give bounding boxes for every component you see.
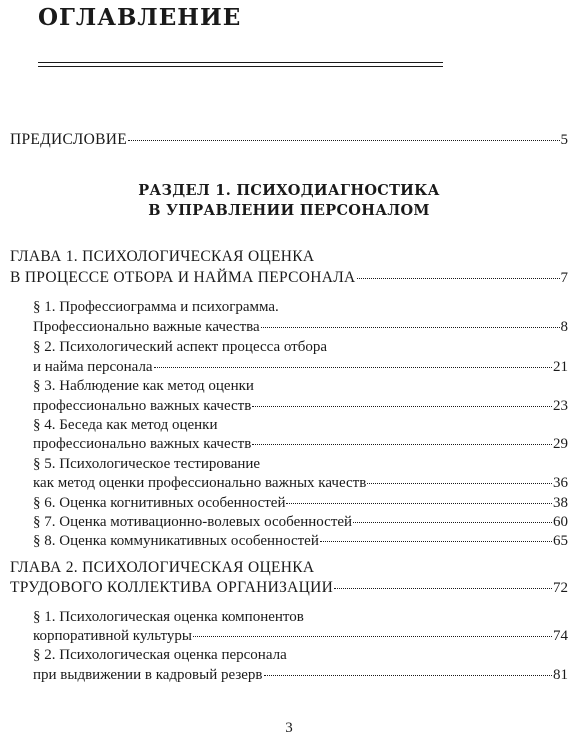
toc-entry-1-2[interactable] bbox=[33, 358, 568, 376]
toc-entry-title: ТРУДОВОГО КОЛЛЕКТИВА ОРГАНИЗАЦИИ bbox=[10, 579, 334, 596]
toc-entry-title: при выдвижении в кадровый резерв bbox=[33, 667, 263, 683]
toc-entry-1-3[interactable] bbox=[33, 397, 568, 415]
dot-leader bbox=[286, 503, 552, 504]
dot-leader bbox=[320, 541, 552, 542]
dot-leader bbox=[252, 406, 552, 407]
toc-entry-2-2[interactable] bbox=[33, 666, 568, 684]
toc-entry-1-4[interactable] bbox=[33, 435, 568, 453]
dot-leader bbox=[264, 675, 553, 676]
toc-page-number: 29 bbox=[553, 436, 568, 452]
toc-page-number: 60 bbox=[553, 514, 568, 530]
dot-leader bbox=[367, 483, 552, 484]
dot-leader bbox=[353, 522, 552, 523]
toc-item-1-5-line-1: § 5. Психологическое тестирование bbox=[33, 456, 261, 472]
dot-leader bbox=[154, 367, 552, 368]
page-heading: ОГЛАВЛЕНИЕ bbox=[38, 4, 242, 31]
dot-leader bbox=[193, 636, 552, 637]
toc-item-1-3-line-1: § 3. Наблюдение как метод оценки bbox=[33, 378, 254, 394]
toc-entry-1-8[interactable] bbox=[33, 532, 568, 550]
toc-entry-title: ПРЕДИСЛОВИЕ bbox=[10, 131, 128, 148]
section-title-line-1: РАЗДЕЛ 1. ПСИХОДИАГНОСТИКА bbox=[138, 182, 440, 199]
dot-leader bbox=[128, 140, 559, 141]
toc-entry-1-1[interactable] bbox=[33, 318, 568, 336]
dot-leader bbox=[334, 588, 552, 589]
toc-page-number: 8 bbox=[560, 319, 568, 335]
toc-entry-preface[interactable] bbox=[10, 131, 568, 149]
dot-leader bbox=[357, 278, 560, 279]
toc-item-1-4-line-1: § 4. Беседа как метод оценки bbox=[33, 417, 218, 433]
toc-entry-title: В ПРОЦЕССЕ ОТБОРА И НАЙМА ПЕРСОНАЛА bbox=[10, 269, 356, 286]
toc-page-number: 21 bbox=[553, 359, 568, 375]
toc-entry-title: § 6. Оценка когнитивных особенностей bbox=[33, 495, 286, 511]
toc-page-number: 74 bbox=[553, 628, 568, 644]
heading-rule-bottom bbox=[38, 66, 443, 67]
toc-entry-1-5[interactable] bbox=[33, 474, 568, 492]
toc-entry-title: как метод оценки профессионально важных качеств bbox=[33, 475, 367, 491]
toc-item-1-2-line-1: § 2. Психологический аспект процесса отбора bbox=[33, 339, 328, 355]
dot-leader bbox=[252, 444, 552, 445]
toc-entry-title: § 7. Оценка мотивационно-волевых особенностей bbox=[33, 514, 353, 530]
toc-entry-title: корпоративной культуры bbox=[33, 628, 192, 644]
toc-entry-title: профессионально важных качеств bbox=[33, 398, 252, 414]
toc-page-number: 36 bbox=[553, 475, 568, 491]
page-number: 3 bbox=[285, 720, 293, 736]
toc-entry-title: Профессионально важные качества bbox=[33, 319, 260, 335]
toc-page-number: 7 bbox=[560, 270, 568, 286]
toc-page-number: 23 bbox=[553, 398, 568, 414]
toc-page-number: 65 bbox=[553, 533, 568, 549]
chapter-2-title-line-1: ГЛАВА 2. ПСИХОЛОГИЧЕСКАЯ ОЦЕНКА bbox=[10, 559, 315, 576]
toc-item-2-1-line-1: § 1. Психологическая оценка компонентов bbox=[33, 609, 304, 625]
toc-entry-title: и найма персонала bbox=[33, 359, 153, 375]
toc-page-number: 81 bbox=[553, 667, 568, 683]
toc-entry-title: § 8. Оценка коммуникативных особенностей bbox=[33, 533, 319, 549]
toc-entry-1-6[interactable] bbox=[33, 494, 568, 512]
toc-entry-title: профессионально важных качеств bbox=[33, 436, 252, 452]
dot-leader bbox=[261, 327, 560, 328]
toc-entry-chapter-1[interactable] bbox=[10, 269, 568, 287]
toc-entry-1-7[interactable] bbox=[33, 513, 568, 531]
heading-rule-top bbox=[38, 62, 443, 63]
toc-item-2-2-line-1: § 2. Психологическая оценка персонала bbox=[33, 647, 287, 663]
toc-entry-2-1[interactable] bbox=[33, 627, 568, 645]
toc-entry-chapter-2[interactable] bbox=[10, 579, 568, 597]
toc-page-number: 72 bbox=[553, 580, 568, 596]
toc-page-number: 5 bbox=[560, 132, 568, 148]
chapter-1-title-line-1: ГЛАВА 1. ПСИХОЛОГИЧЕСКАЯ ОЦЕНКА bbox=[10, 248, 315, 265]
toc-item-1-1-line-1: § 1. Профессиограмма и психограмма. bbox=[33, 299, 279, 315]
toc-page-number: 38 bbox=[553, 495, 568, 511]
section-title-line-2: В УПРАВЛЕНИИ ПЕРСОНАЛОМ bbox=[148, 202, 430, 219]
